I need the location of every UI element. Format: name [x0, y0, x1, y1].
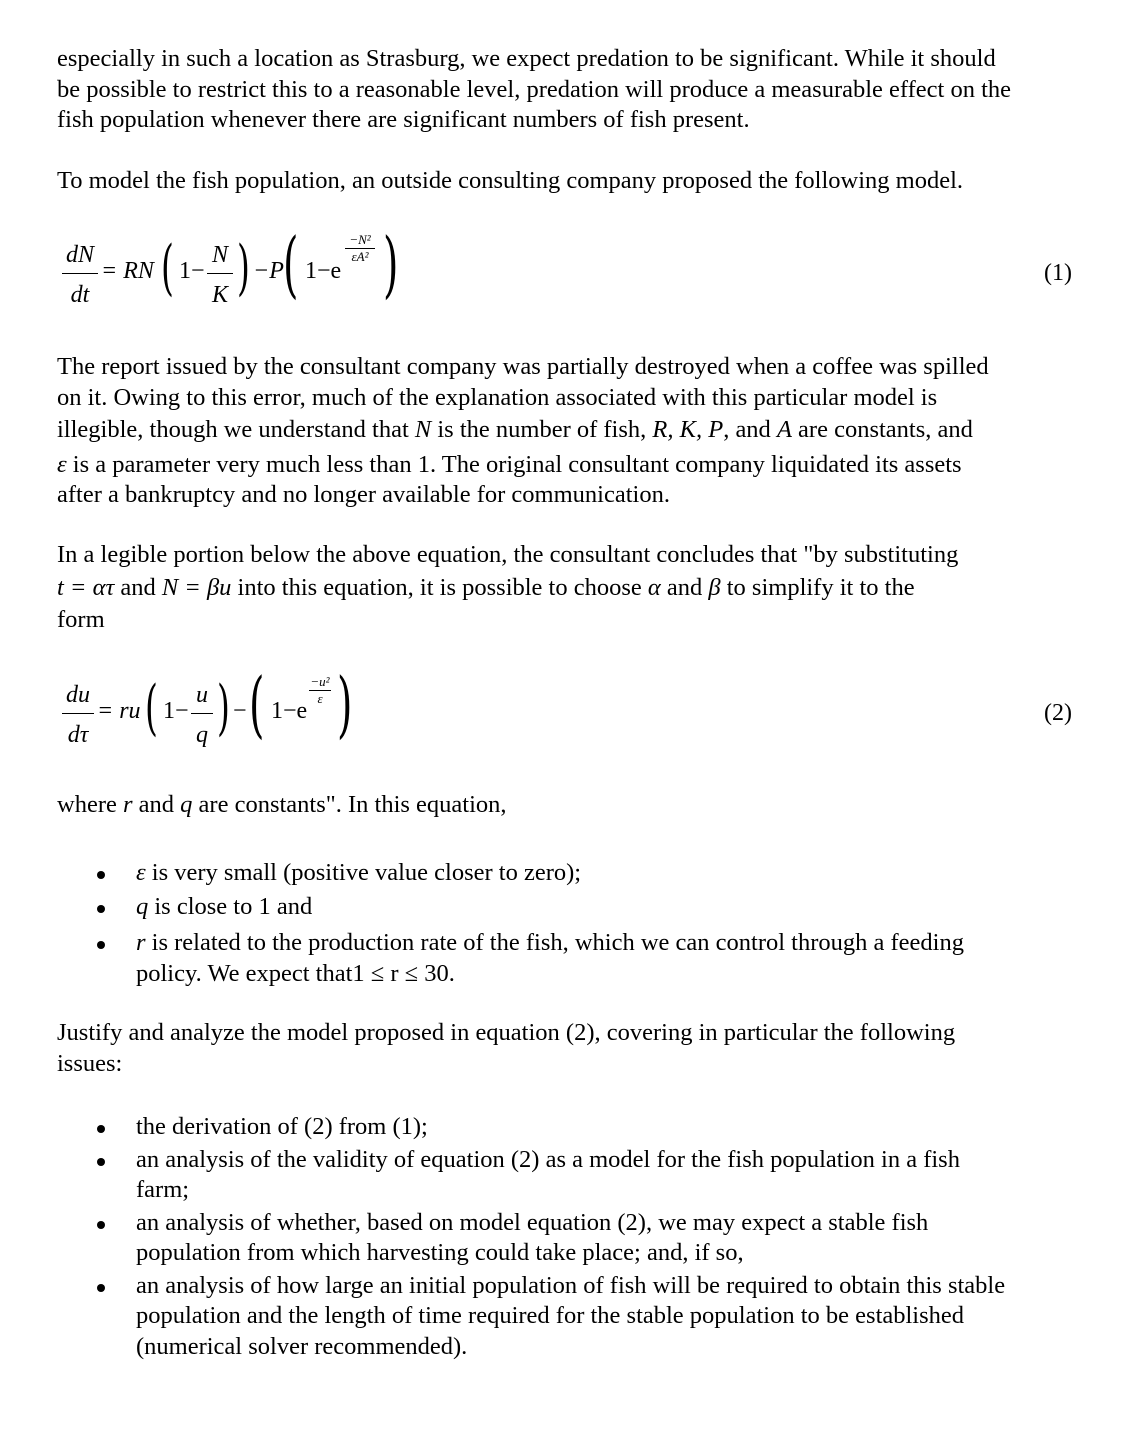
report-paragraph	[57, 352, 1082, 511]
denominator-dt: dt	[70, 281, 90, 308]
eq1-rn: = RN	[101, 258, 154, 284]
bullet-icon	[97, 941, 105, 949]
text-line: fish population whenever there are significant numbers of fish present.	[57, 106, 750, 133]
task-paragraph	[57, 1018, 1082, 1079]
list-item: an analysis of whether, based on model equation (2), we may expect a stable fish population from which harvesting could take place; and, if so,	[57, 1208, 1082, 1269]
exponent-numerator: −u²	[310, 674, 330, 689]
text-line: In a legible portion below the above equation, the consultant concludes that "by substituting	[57, 541, 959, 568]
numerator-u: u	[196, 682, 208, 708]
text-line: form	[57, 606, 105, 633]
bullet-icon	[97, 1125, 105, 1133]
numerator-du: du	[66, 682, 90, 708]
exponent-denominator: ε	[317, 691, 323, 706]
task-bullet-list	[57, 1112, 1082, 1362]
intro-paragraph	[57, 44, 1082, 136]
du-dtau-fraction	[62, 680, 94, 750]
dn-dt-fraction	[62, 240, 98, 310]
text-line: especially in such a location as Strasburg, we expect predation to be significant. While it should	[57, 45, 996, 72]
list-item: an analysis of the validity of equation (2) as a model for the fish population in a fish farm;	[57, 1145, 1082, 1206]
bullet-icon	[97, 905, 105, 913]
constants-paragraph	[57, 790, 1082, 821]
bullet-icon	[97, 1284, 105, 1292]
equation-1: dN dt = RN ( 1− N K ) −P ( 1−e −N² εA² ) (1)	[57, 228, 1072, 318]
text-line: issues:	[57, 1049, 123, 1077]
exponent-denominator: εA²	[351, 249, 369, 264]
numerator-dN: dN	[65, 242, 94, 268]
exponent-fraction	[345, 232, 375, 264]
eq2-one-minus: 1−	[163, 698, 189, 724]
text-line: To model the fish population, an outside consulting company proposed the following model.	[57, 167, 964, 194]
eq2-one-minus-e: 1−e	[271, 698, 308, 724]
eq1-minus-p: −P	[253, 258, 284, 284]
list-item: ε is very small (positive value closer to zero);	[57, 858, 1082, 889]
list-item: the derivation of (2) from (1);	[57, 1112, 1082, 1143]
numerator-N: N	[211, 242, 228, 268]
denominator-q: q	[196, 721, 208, 748]
text-line: illegible, though we understand that N is the number of fish, R, K, P, and A are constants, and	[57, 416, 973, 443]
substitution-paragraph	[57, 540, 1082, 636]
eq1-one-minus: 1−	[179, 258, 205, 284]
equation-number-1: (1)	[1044, 260, 1072, 286]
bullet-icon	[97, 1158, 105, 1166]
list-item: an analysis of how large an initial population of fish will be required to obtain this stable population and the length of time required for the stable population to be established (numerical solver recommended).	[57, 1271, 1082, 1363]
u-over-q-fraction	[191, 680, 213, 750]
text-line: where r and q are constants". In this equation,	[57, 791, 507, 818]
text-line: ε is a parameter very much less than 1. The original consultant company liquidated its assets	[57, 450, 962, 478]
exponent-fraction	[309, 674, 331, 706]
n-over-k-fraction	[207, 240, 233, 310]
denominator-dtau: dτ	[67, 721, 89, 748]
text-line: after a bankruptcy and no longer available for communication.	[57, 481, 670, 508]
bullet-icon	[97, 1221, 105, 1229]
list-item: q is close to 1 and	[57, 892, 1082, 923]
text-line: The report issued by the consultant company was partially destroyed when a coffee was spilled	[57, 353, 989, 380]
exponent-numerator: −N²	[349, 232, 371, 247]
parameter-bullet-list	[57, 858, 1082, 989]
list-item: r is related to the production rate of the fish, which we can control through a feeding policy. We expect that1 ≤ r ≤ 30.	[57, 928, 1082, 989]
text-line: t = ατ and N = βu into this equation, it is possible to choose α and β to simplify it to the	[57, 573, 915, 601]
model-intro-paragraph	[57, 166, 1082, 197]
equation-2: du dτ = ru ( 1− u q ) − ( 1−e −u² ε ) (2)	[57, 668, 1072, 758]
denominator-K: K	[211, 281, 228, 308]
text-line: Justify and analyze the model proposed in equation (2), covering in particular the following	[57, 1019, 956, 1046]
bullet-icon	[97, 871, 105, 879]
eq2-ru: = ru	[97, 698, 141, 724]
text-line: be possible to restrict this to a reasonable level, predation will produce a measurable effect on the	[57, 75, 1012, 103]
eq1-one-minus-e: 1−e	[305, 258, 342, 284]
text-line: on it. Owing to this error, much of the explanation associated with this particular model is	[57, 383, 938, 411]
equation-number-2: (2)	[1044, 700, 1072, 726]
eq2-minus: −	[233, 698, 247, 724]
